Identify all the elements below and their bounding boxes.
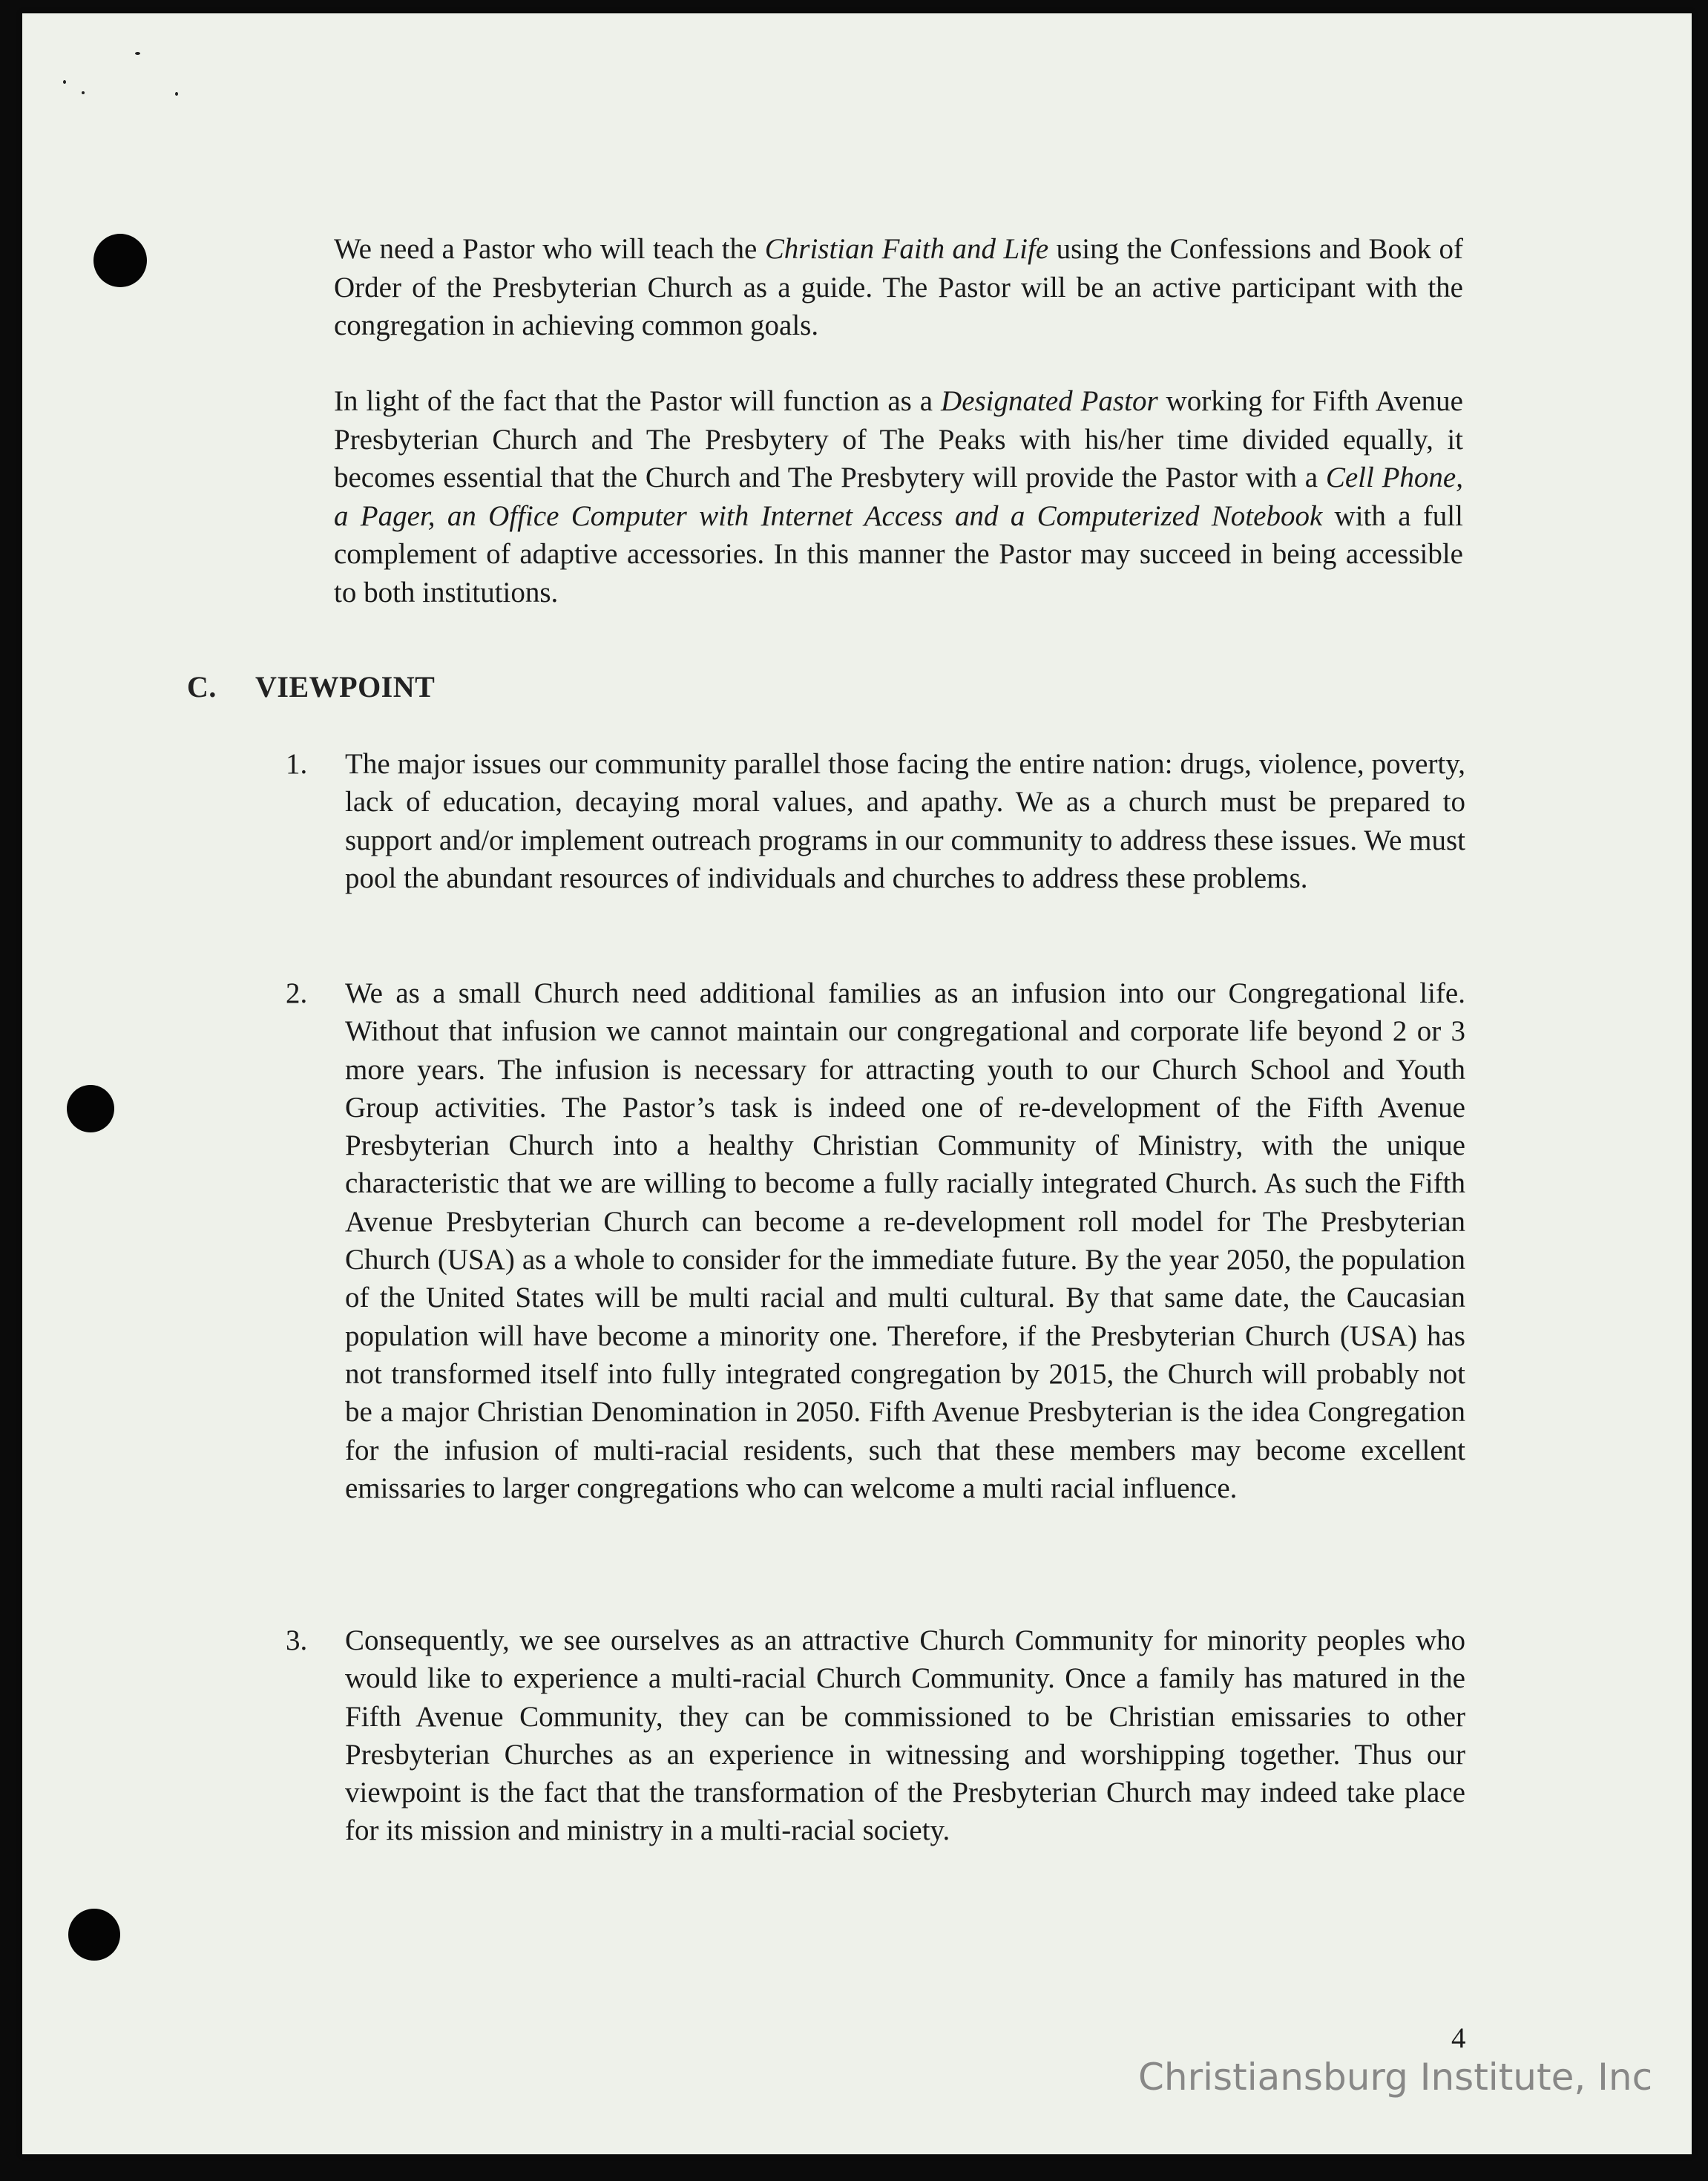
paragraph-text: In light of the fact that the Pastor will function as a	[334, 385, 942, 417]
paragraph-text: working for Fifth Avenue Presbyterian Church and The Presbytery of The Peaks with his/her time divided equally, it becomes essential that the Church and The Presbytery will provide the Pastor with a	[334, 385, 1463, 493]
punch-hole-middle	[67, 1085, 114, 1132]
section-heading	[187, 669, 435, 704]
section-letter: C.	[187, 670, 217, 704]
intro-paragraph-designated-pastor	[334, 382, 1463, 611]
scan-speck	[63, 80, 66, 84]
scan-speck	[135, 52, 140, 55]
italic-phrase: Designated Pastor	[941, 385, 1158, 417]
punch-hole-top	[93, 234, 147, 287]
paragraph-text: We need a Pastor who will teach the	[334, 233, 765, 265]
punch-hole-bottom	[68, 1909, 120, 1961]
list-item-number: 3.	[286, 1624, 308, 1656]
page-number: 4	[1451, 2022, 1466, 2054]
italic-phrase: Christian Faith and Life	[764, 233, 1049, 265]
section-title: VIEWPOINT	[255, 670, 436, 704]
list-item-number: 2.	[286, 977, 308, 1009]
watermark: Christiansburg Institute, Inc	[1138, 2056, 1653, 2099]
list-item-text: We as a small Church need additional families as an infusion into our Congregational life. Without that infusion we cannot maintain our congregational and corporate life beyond 2 or 3 more years. The infusion is necessary for attracting youth to our Church School and Youth Group activities. The Pastor’s task is indeed one of re-development of the Fifth Avenue Presbyterian Church into a healthy Christian Community of Ministry, with the unique characteristic that we are willing to become a fully racially integrated Church. As such the Fifth Avenue Presbyterian Church can become a re-development roll model for The Presbyterian Church (USA) as a whole to consider for the immediate future. By the year 2050, the population of the United States will be multi racial and multi cultural. By that same date, the Caucasian population will have become a minority one. Therefore, if the Presbyterian Church (USA) has not transformed itself into fully integrated congregation by 2015, the Church will probably not be a major Christian Denomination in 2050. Fifth Avenue Presbyterian is the idea Congregation for the infusion of multi-racial residents, such that these members may become excellent emissaries to larger congregations who can welcome a multi racial influence.	[345, 977, 1465, 1504]
list-item-text: Consequently, we see ourselves as an attractive Church Community for minority peoples who would like to experience a multi-racial Church Community. Once a family has matured in the Fifth Avenue Community, they can be commissioned to be Christian emissaries to other Presbyterian Churches as an experience in witnessing and worshipping together. Thus our viewpoint is the fact that the transformation of the Presbyterian Church may indeed take place for its mission and ministry in a multi-racial society.	[345, 1624, 1465, 1847]
scan-speck	[175, 92, 178, 96]
scan-speck	[82, 91, 85, 94]
list-item-text: The major issues our community parallel those facing the entire nation: drugs, violence, poverty, lack of education, decaying moral values, and apathy. We as a church must be prepared to support and/or implement outreach programs in our community to address these issues. We must pool the abundant resources of individuals and churches to address these problems.	[345, 748, 1465, 894]
paragraph-text: with a full complement of adaptive accessories. In this manner the Pastor may succeed in being accessible to both institutions.	[334, 499, 1463, 609]
intro-paragraph-teaching	[334, 230, 1463, 345]
italic-phrase: Cell Phone, a Pager, an Office Computer with Internet Access and a Computerized Notebook	[334, 462, 1463, 532]
list-item-number: 1.	[286, 748, 308, 780]
paragraph-text: using the Confessions and Book of Order of the Presbyterian Church as a guide. The Pastor will be an active participant with the congregation in achieving common goals.	[334, 233, 1463, 341]
